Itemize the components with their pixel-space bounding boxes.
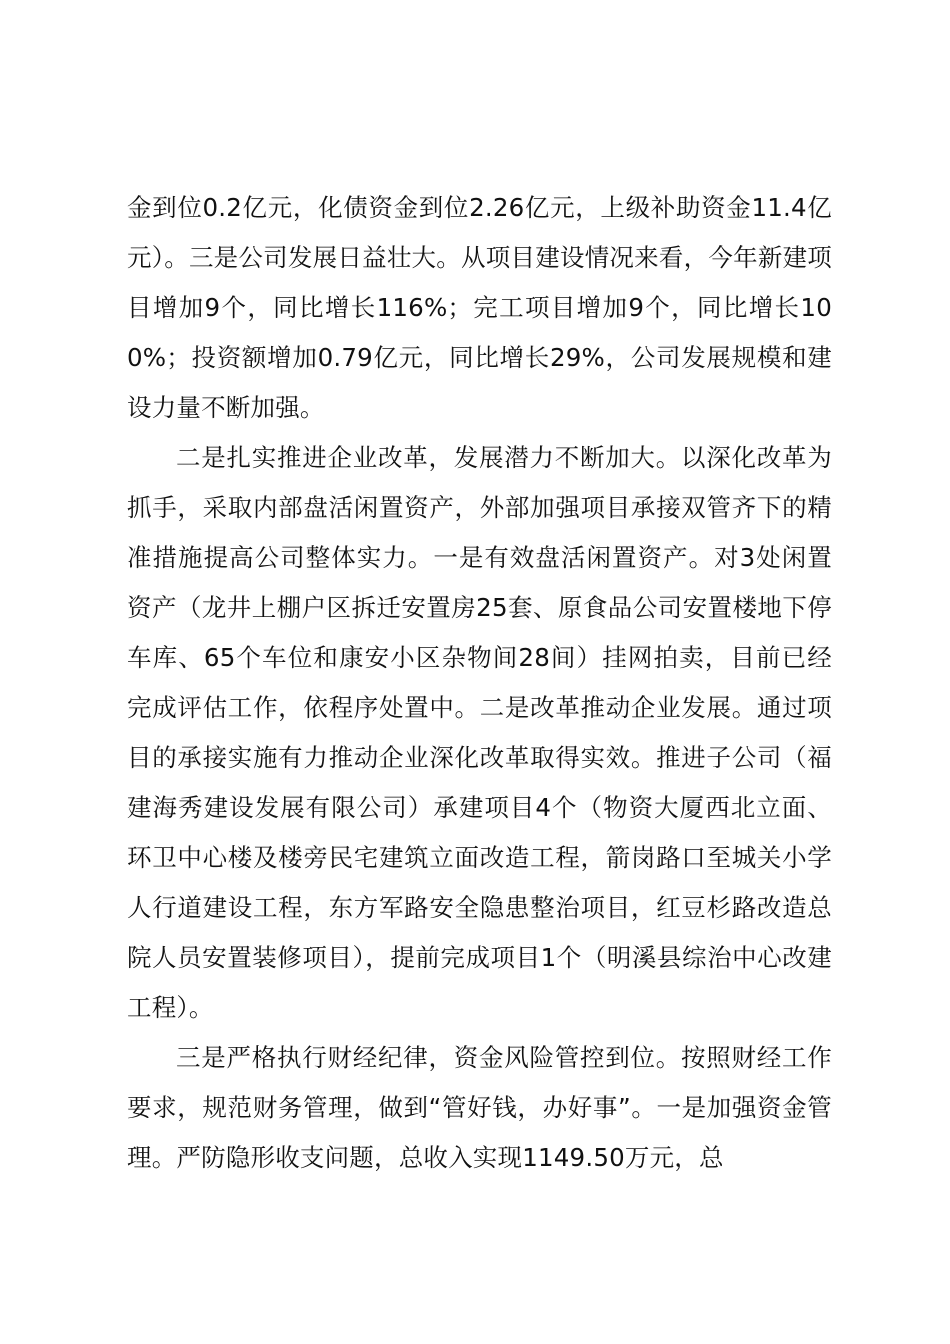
paragraph-1: 金到位0.2亿元，化债资金到位2.26亿元，上级补助资金11.4亿元）。三是公司发展日益壮大。从项目建设情况来看，今年新建项目增加9个，同比增长116%；完工项目增加9个，同比增长100%；投资额增加0.79亿元，同比增长29%，公司发展规模和建设力量不断加强。 — [127, 193, 832, 422]
paragraph-3: 三是严格执行财经纪律，资金风险管控到位。按照财经工作要求，规范财务管理，做到“管好钱，办好事”。一是加强资金管理。严防隐形收支问题，总收入实现1149.50万元，总 — [127, 1043, 832, 1172]
document-body — [127, 183, 832, 1183]
paragraph-2: 二是扎实推进企业改革，发展潜力不断加大。以深化改革为抓手，采取内部盘活闲置资产，外部加强项目承接双管齐下的精准措施提高公司整体实力。一是有效盘活闲置资产。对3处闲置资产（龙井上棚户区拆迁安置房25套、原食品公司安置楼地下停车库、65个车位和康安小区杂物间28间）挂网拍卖，目前已经完成评估工作，依程序处置中。二是改革推动企业发展。通过项目的承接实施有力推动企业深化改革取得实效。推进子公司（福建海秀建设发展有限公司）承建项目4个（物资大厦西北立面、环卫中心楼及楼旁民宅建筑立面改造工程，箭岗路口至城关小学人行道建设工程，东方军路安全隐患整治项目，红豆杉路改造总院人员安置装修项目），提前完成项目1个（明溪县综治中心改建工程）。 — [127, 443, 832, 1022]
